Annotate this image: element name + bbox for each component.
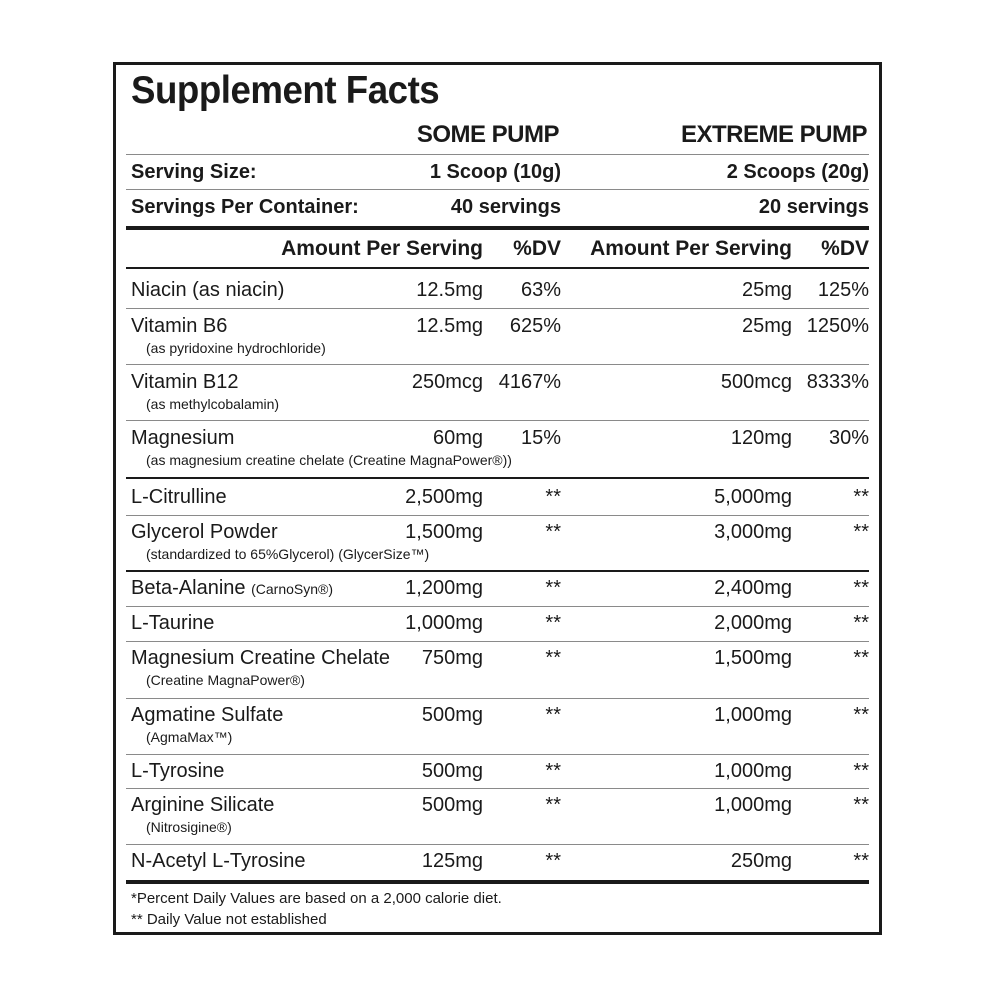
- nutrient-source: (as pyridoxine hydrochloride): [146, 340, 326, 356]
- nutrient-name: L-Tyrosine: [131, 760, 225, 782]
- nutrient-name: Vitamin B6: [131, 315, 228, 337]
- footnote-not-established: ** Daily Value not established: [131, 911, 327, 928]
- dv-extreme-pump: **: [853, 577, 869, 599]
- nutrient-name: N-Acetyl L-Tyrosine: [131, 850, 306, 872]
- divider: [126, 477, 869, 479]
- dv-extreme-pump: **: [853, 612, 869, 634]
- amount-some-pump: 125mg: [421, 850, 483, 872]
- amount-extreme-pump: 25mg: [741, 315, 792, 337]
- amount-extreme-pump: 250mg: [730, 850, 792, 872]
- divider: [126, 154, 869, 155]
- amount-some-pump: 500mg: [421, 794, 483, 816]
- amount-header-some-pump: Amount Per Serving: [281, 237, 483, 260]
- dv-some-pump: 63%: [520, 279, 561, 301]
- nutrient-source: (as methylcobalamin): [146, 396, 280, 412]
- amount-some-pump: 1,200mg: [405, 577, 483, 599]
- divider: [126, 515, 869, 516]
- nutrient-name: Arginine Silicate: [131, 794, 275, 816]
- nutrient-name: Glycerol Powder: [131, 521, 278, 543]
- nutrient-source: (AgmaMax™): [146, 729, 233, 745]
- dv-some-pump: **: [545, 760, 561, 782]
- amount-some-pump: 250mcg: [411, 371, 483, 393]
- nutrient-name: Vitamin B12: [131, 371, 239, 393]
- amount-extreme-pump: 1,000mg: [714, 760, 792, 782]
- dv-some-pump: 4167%: [498, 371, 561, 393]
- amount-header-extreme-pump: Amount Per Serving: [590, 237, 792, 260]
- dv-some-pump: **: [545, 704, 561, 726]
- dv-some-pump: **: [545, 577, 561, 599]
- dv-extreme-pump: 125%: [817, 279, 869, 301]
- footnote-dv: *Percent Daily Values are based on a 2,000 calorie diet.: [131, 890, 502, 907]
- product-name-some-pump: SOME PUMP: [416, 121, 559, 148]
- nutrient-name: L-Taurine: [131, 612, 215, 634]
- dv-extreme-pump: **: [853, 850, 869, 872]
- amount-some-pump: 500mg: [421, 760, 483, 782]
- dv-extreme-pump: **: [853, 704, 869, 726]
- dv-header-extreme-pump: %DV: [821, 237, 869, 260]
- divider: [126, 788, 869, 789]
- dv-extreme-pump: **: [853, 647, 869, 669]
- divider: [126, 698, 869, 699]
- divider: [126, 641, 869, 642]
- dv-extreme-pump: 30%: [828, 427, 869, 449]
- amount-extreme-pump: 5,000mg: [714, 486, 792, 508]
- nutrient-name: L-Citrulline: [131, 486, 227, 508]
- amount-extreme-pump: 2,400mg: [714, 577, 792, 599]
- dv-extreme-pump: 1250%: [806, 315, 869, 337]
- amount-some-pump: 750mg: [421, 647, 483, 669]
- amount-extreme-pump: 500mcg: [720, 371, 792, 393]
- dv-extreme-pump: **: [853, 486, 869, 508]
- dv-some-pump: **: [545, 486, 561, 508]
- divider: [126, 754, 869, 755]
- nutrient-brand: (CarnoSyn®): [251, 581, 333, 597]
- dv-extreme-pump: **: [853, 794, 869, 816]
- nutrient-source: (as magnesium creatine chelate (Creatine MagnaPower®)): [146, 452, 512, 468]
- dv-some-pump: 625%: [509, 315, 561, 337]
- servings-per-container-label: Servings Per Container:: [131, 196, 359, 218]
- amount-extreme-pump: 120mg: [730, 427, 792, 449]
- dv-header-some-pump: %DV: [513, 237, 561, 260]
- dv-some-pump: 15%: [520, 427, 561, 449]
- nutrient-name-text: Beta-Alanine: [131, 577, 246, 599]
- divider: [126, 189, 869, 190]
- divider: [126, 606, 869, 607]
- supplement-facts-panel: [113, 62, 882, 935]
- nutrient-source: (Nitrosigine®): [146, 819, 232, 835]
- amount-some-pump: 1,500mg: [405, 521, 483, 543]
- dv-extreme-pump: **: [853, 760, 869, 782]
- nutrient-source: (standardized to 65%Glycerol) (GlycerSize™): [146, 546, 430, 562]
- amount-some-pump: 60mg: [432, 427, 483, 449]
- amount-some-pump: 1,000mg: [405, 612, 483, 634]
- amount-extreme-pump: 3,000mg: [714, 521, 792, 543]
- divider: [126, 570, 869, 572]
- divider: [126, 420, 869, 421]
- amount-extreme-pump: 1,000mg: [714, 704, 792, 726]
- divider: [126, 364, 869, 365]
- dv-extreme-pump: **: [853, 521, 869, 543]
- amount-extreme-pump: 25mg: [741, 279, 792, 301]
- amount-some-pump: 12.5mg: [416, 279, 483, 301]
- amount-some-pump: 2,500mg: [405, 486, 483, 508]
- dv-some-pump: **: [545, 794, 561, 816]
- serving-size-extreme-pump: 2 Scoops (20g): [726, 161, 869, 183]
- nutrient-source: (Creatine MagnaPower®): [146, 672, 305, 688]
- nutrient-name: [131, 577, 333, 600]
- product-name-extreme-pump: EXTREME PUMP: [680, 121, 867, 148]
- divider: [126, 308, 869, 309]
- nutrient-name: Magnesium: [131, 427, 235, 449]
- nutrient-name: Niacin (as niacin): [131, 279, 285, 301]
- dv-some-pump: **: [545, 521, 561, 543]
- thick-divider: [126, 880, 869, 884]
- divider: [126, 267, 869, 269]
- nutrient-name: Magnesium Creatine Chelate: [131, 647, 391, 669]
- serving-size-some-pump: 1 Scoop (10g): [429, 161, 561, 183]
- servings-some-pump: 40 servings: [450, 196, 561, 218]
- dv-some-pump: **: [545, 647, 561, 669]
- dv-some-pump: **: [545, 612, 561, 634]
- amount-extreme-pump: 1,000mg: [714, 794, 792, 816]
- serving-size-label: Serving Size:: [131, 161, 257, 183]
- divider: [126, 844, 869, 845]
- dv-some-pump: **: [545, 850, 561, 872]
- nutrient-name: Agmatine Sulfate: [131, 704, 284, 726]
- servings-extreme-pump: 20 servings: [758, 196, 869, 218]
- amount-some-pump: 500mg: [421, 704, 483, 726]
- amount-extreme-pump: 2,000mg: [714, 612, 792, 634]
- dv-extreme-pump: 8333%: [806, 371, 869, 393]
- page-title: Supplement Facts: [131, 69, 440, 112]
- thick-divider: [126, 226, 869, 230]
- amount-extreme-pump: 1,500mg: [714, 647, 792, 669]
- amount-some-pump: 12.5mg: [416, 315, 483, 337]
